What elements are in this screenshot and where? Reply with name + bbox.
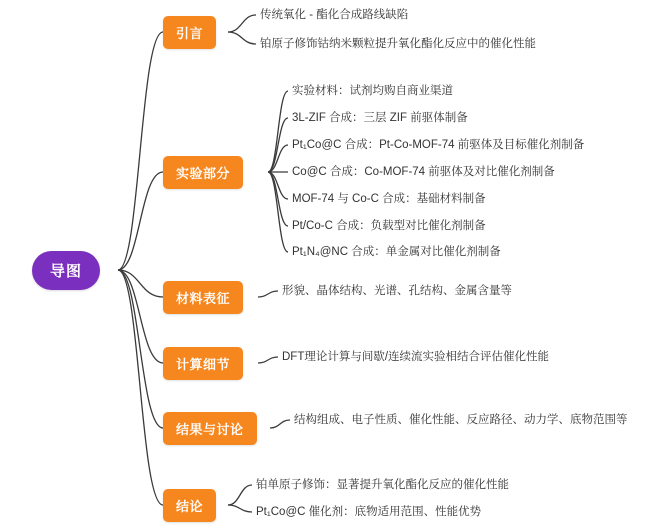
branch-node-conclusion[interactable] (163, 489, 216, 522)
branch-label: 结论 (176, 499, 204, 514)
leaf-label: 结构组成、电子性质、催化性能、反应路径、动力学、底物范围等 (294, 414, 628, 426)
leaf-node[interactable] (292, 109, 468, 128)
branch-node-results-discussion[interactable] (163, 412, 257, 445)
leaf-node[interactable] (294, 411, 628, 430)
leaf-node[interactable] (260, 6, 408, 25)
leaf-node[interactable] (256, 476, 509, 495)
leaf-label: 形貌、晶体结构、光谱、孔结构、金属含量等 (282, 285, 512, 297)
branch-label: 计算细节 (176, 357, 231, 372)
leaf-label: 铂原子修饰钴纳米颗粒提升氧化酯化反应中的催化性能 (260, 38, 536, 50)
root-node[interactable] (32, 251, 100, 290)
leaf-label: 3L-ZIF 合成：三层 ZIF 前驱体制备 (292, 112, 468, 124)
leaf-label: 铂单原子修饰：显著提升氧化酯化反应的催化性能 (256, 479, 509, 491)
leaf-label: MOF-74 与 Co-C 合成：基础材料制备 (292, 193, 486, 205)
branch-node-characterization[interactable] (163, 281, 243, 314)
branch-label: 材料表征 (176, 291, 231, 306)
branch-label: 结果与讨论 (176, 422, 244, 437)
leaf-node[interactable] (292, 190, 486, 209)
leaf-node[interactable] (292, 243, 501, 262)
branch-node-computational-details[interactable] (163, 347, 243, 380)
leaf-node[interactable] (292, 217, 486, 236)
leaf-node[interactable] (282, 348, 549, 367)
branch-label: 引言 (176, 26, 204, 41)
branch-node-experimental[interactable] (163, 156, 243, 189)
leaf-label: 传统氧化 - 酯化合成路线缺陷 (260, 9, 409, 21)
leaf-label: Pt/Co-C 合成：负载型对比催化剂制备 (292, 220, 486, 232)
leaf-node[interactable] (282, 282, 512, 301)
leaf-node[interactable] (292, 163, 555, 182)
leaf-label: Pt₁Co@C 合成：Pt-Co-MOF-74 前驱体及目标催化剂制备 (292, 139, 585, 151)
leaf-label: 实验材料：试剂均购自商业渠道 (292, 85, 453, 97)
leaf-node[interactable] (260, 35, 536, 54)
root-node-label: 导图 (50, 263, 83, 280)
leaf-node[interactable] (292, 82, 453, 101)
leaf-label: Pt₁N₄@NC 合成：单金属对比催化剂制备 (292, 246, 501, 258)
leaf-label: Co@C 合成：Co-MOF-74 前驱体及对比催化剂制备 (292, 166, 555, 178)
leaf-node[interactable] (256, 503, 481, 522)
leaf-label: Pt₁Co@C 催化剂：底物适用范围、性能优势 (256, 506, 482, 518)
leaf-node[interactable] (292, 136, 584, 155)
leaf-label: DFT理论计算与间歇/连续流实验相结合评估催化性能 (282, 351, 550, 363)
branch-node-introduction[interactable] (163, 16, 216, 49)
branch-label: 实验部分 (176, 166, 231, 181)
